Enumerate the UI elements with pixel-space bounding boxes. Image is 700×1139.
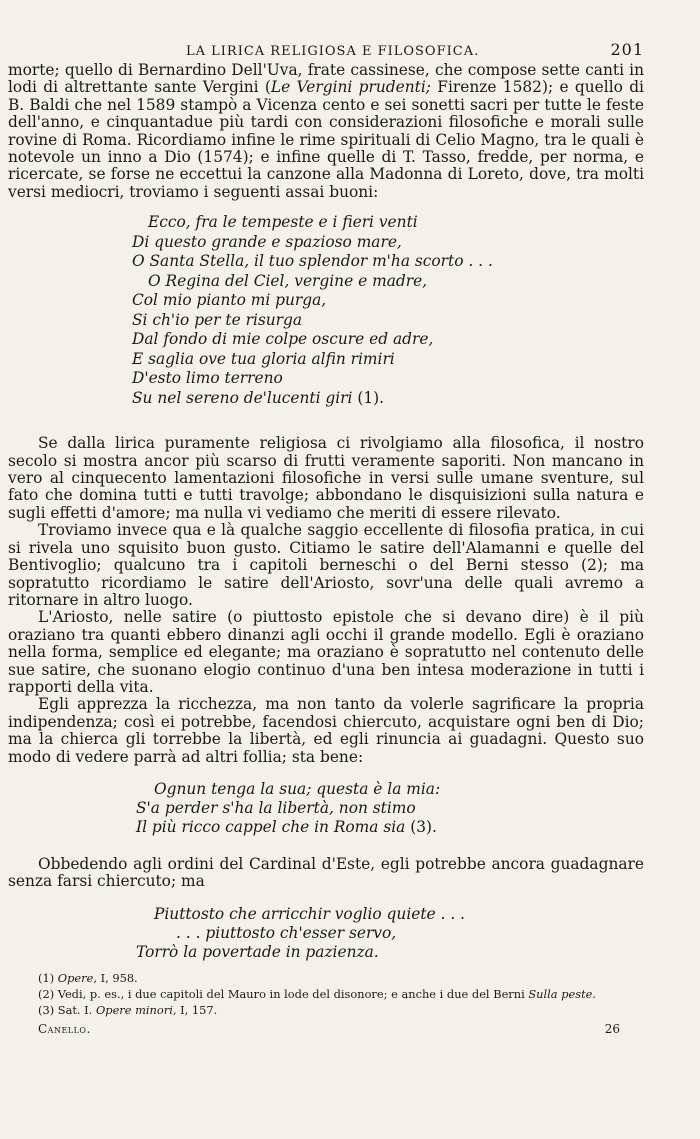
verse-line: Su nel sereno de'lucenti giri (1).: [132, 388, 385, 407]
verse-line: . . . piuttosto ch'esser servo,: [176, 923, 397, 942]
verse-line: S'a perder s'ha la libertà, non stimo: [136, 798, 416, 817]
verse-line: Dal fondo di mie colpe oscure ed adre,: [132, 330, 434, 349]
work-title-vergini: Le Vergini prudenti;: [270, 78, 431, 97]
footnote-ref: (3).: [410, 817, 437, 836]
verse-line: Di questo grande e spazioso mare,: [132, 232, 402, 251]
page-number: 201: [610, 40, 644, 59]
paragraph-5: Egli apprezza la ricchezza, ma non tanto da volerle sagrificare la propria indipendenza; così ei potrebbe, facendosi chiercuto, acquistare ogni ben di Dio; ma la chierca gli torrebbe la libertà, ed egli rinuncia ai guadagni. Questo suo modo di vedere parrà ad altri follia; sta bene:: [8, 695, 644, 766]
author-name: Canello.: [38, 1022, 91, 1036]
running-header: [8, 40, 644, 62]
paragraph-1: morte; quello di Bernardino Dell'Uva, frate cassinese, che compose sette canti in lodi di altrettante sante Vergini (Le Vergini prudenti; Firenze 1582); e quello di B. Baldi che nel 1589 stampò a Vicenza cento e sei sonetti sacri per tutte le feste dell'anno, e cinquantadue più tardi con considerazioni filosofiche e morali sulle rovine di Roma. Ricordiamo infine le rime spirituali di Celio Magno, tra le quali è notevole un inno a Dio (1574); e infine quelle di T. Tasso, fredde, per norma, e ricercate, se forse ne eccettui la canzone alla Madonna di Loreto, dove, tra molti versi mediocri, troviamo i seguenti assai buoni:: [8, 61, 644, 201]
footnote-ref: (1).: [357, 388, 385, 407]
verse-ariosto-2: [8, 905, 644, 963]
paragraph-4: L'Ariosto, nelle satire (o piuttosto epistole che si devano dire) è il più oraziano tra quanti ebbero dinanzi agli occhi il grande modello. Egli è oraziano nella forma, semplice ed elegante; ma oraziano è sopratutto nel contenuto delle sue satire, che suonano elogio continuo d'una ben intesa moderazione in tutti i rapporti della vita.: [8, 608, 644, 696]
verse-line: Il più ricco cappel che in Roma sia (3).: [136, 817, 437, 836]
footnote-3: (3) Sat. I. Opere minori, I, 157.: [38, 1003, 218, 1017]
verse-line: O Santa Stella, il tuo splendor m'ha scorto . . .: [132, 252, 493, 271]
footnote-1: (1) Opere, I, 958.: [38, 971, 138, 985]
signature-mark: 26: [604, 1022, 620, 1036]
paragraph-6: Obbedendo agli ordini del Cardinal d'Este, egli potrebbe ancora guadagnare senza farsi chiercuto; ma: [8, 854, 644, 891]
verse-line: Si ch'io per te risurga: [132, 310, 303, 329]
verse-line: Torrò la povertade in pazienza.: [136, 942, 379, 961]
running-title: LA LIRICA RELIGIOSA E FILOSOFICA.: [186, 44, 480, 59]
verse-ariosto-1: [8, 780, 644, 838]
verse-line: O Regina del Ciel, vergine e madre,: [148, 271, 428, 290]
page-footer: [38, 1022, 620, 1036]
verse-line: D'esto limo terreno: [132, 369, 283, 388]
verse-line: Piuttosto che arricchir voglio quiete . . .: [154, 904, 465, 923]
verse-tasso: [8, 213, 644, 409]
verse-line: Ognun tenga la sua; questa è la mia:: [154, 779, 441, 798]
paragraph-3: Troviamo invece qua e là qualche saggio eccellente di filosofia pratica, in cui si rivela uno squisito buon gusto. Citiamo le satire dell'Alamanni e quelle del Bentivoglio; qualcuno tra i capitoli berneschi o del Berni stesso (2); ma sopratutto ricordiamo le satire dell'Ariosto, sovr'una delle quali avremo a ritornare in altro luogo.: [8, 521, 644, 609]
footnotes: [38, 970, 658, 1018]
paragraph-2: Se dalla lirica puramente religiosa ci rivolgiamo alla filosofica, il nostro secolo si mostra ancor più scarso di frutti veramente saporiti. Non mancano in vero al cinquecento lamentazioni filosofiche in versi sulle umane sventure, sul fato che domina tutti e tutti travolge; abbondano le disquisizioni sulla natura e sugli effetti d'amore; ma nulla vi vediamo che meriti di essere rilevato.: [8, 434, 644, 522]
verse-line: E saglia ove tua gloria alfin rimiri: [132, 349, 395, 368]
verse-line: Ecco, fra le tempeste e i fieri venti: [148, 213, 418, 232]
main-text: [8, 62, 644, 963]
footnote-2: (2) Vedi, p. es., i due capitoli del Mauro in lode del disonore; e anche i due del Berni Sulla peste.: [38, 987, 597, 1001]
verse-line: Col mio pianto mi purga,: [132, 291, 327, 310]
